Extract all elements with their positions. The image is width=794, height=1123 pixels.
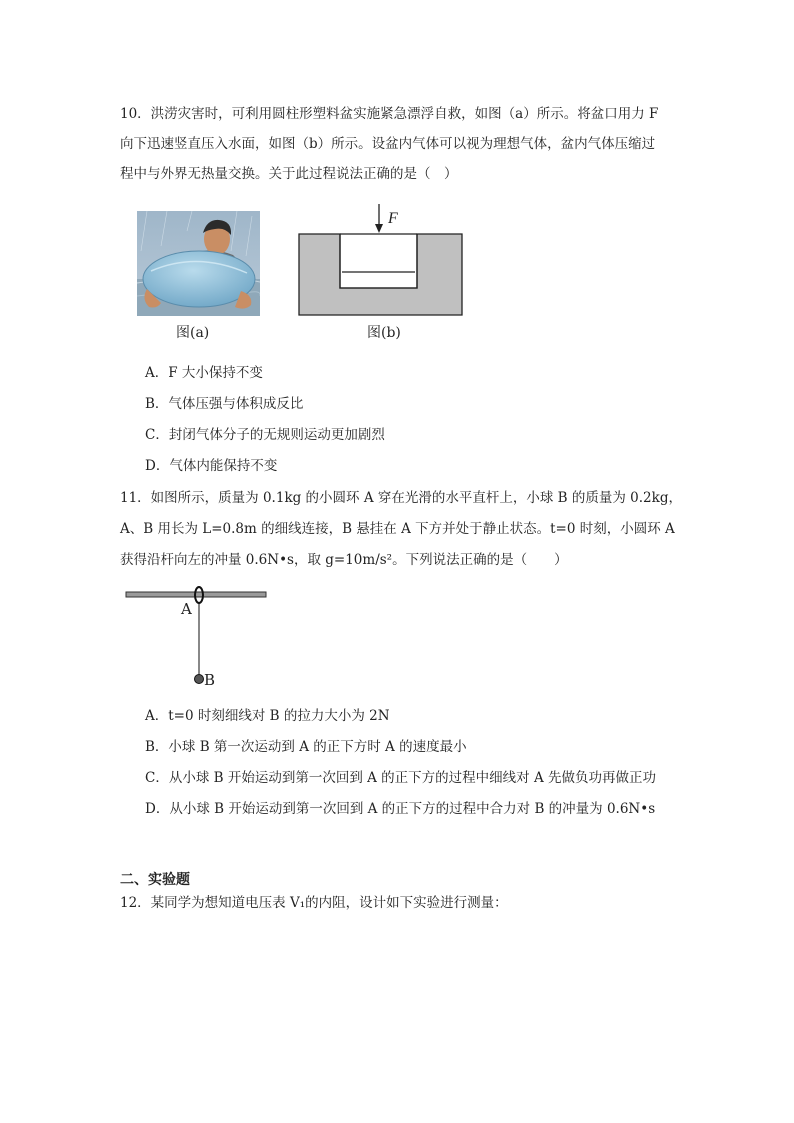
q11-line-1: 11．如图所示，质量为 0.1kg 的小圆环 A 穿在光滑的水平直杆上，小球 B 的质量为 0.2kg， [120, 490, 682, 506]
q12-line-1: 12．某同学为想知道电压表 V₁的内阻，设计如下实验进行测量： [120, 895, 508, 911]
section-title: 二、实验题 [120, 872, 190, 888]
q11-option-d: D．从小球 B 开始运动到第一次回到 A 的正下方的过程中合力对 B 的冲量为 0.6N•s [145, 801, 656, 817]
force-label-f: F [388, 210, 398, 227]
figure-a-illustration [137, 211, 260, 316]
q10-option-c: C．封闭气体分子的无规则运动更加剧烈 [145, 427, 385, 443]
q10-line-2: 向下迅速竖直压入水面，如图（b）所示。设盆内气体可以视为理想气体，盆内气体压缩过 [120, 136, 656, 152]
figure-b-caption: 图(b) [367, 325, 401, 341]
q11-option-a: A．t=0 时刻细线对 B 的拉力大小为 2N [145, 708, 390, 724]
rod-ring-ball-diagram [122, 586, 272, 690]
figure-a-caption: 图(a) [176, 325, 210, 341]
q10-option-a: A．F 大小保持不变 [145, 365, 263, 381]
q10-line-3: 程中与外界无热量交换。关于此过程说法正确的是（ ） [120, 166, 458, 182]
q11-option-c: C．从小球 B 开始运动到第一次回到 A 的正下方的过程中细线对 A 先做负功再做正功 [145, 770, 656, 786]
ring-label-a: A [181, 600, 192, 618]
ball-label-b: B [204, 671, 216, 689]
q11-option-b: B．小球 B 第一次运动到 A 的正下方时 A 的速度最小 [145, 739, 467, 755]
q10-option-d: D．气体内能保持不变 [145, 458, 278, 474]
figure-b-diagram [296, 200, 468, 318]
q11-line-2: A、B 用长为 L=0.8m 的细线连接，B 悬挂在 A 下方并处于静止状态。t=0 时刻，小圆环 A [120, 521, 675, 537]
q10-option-b: B．气体压强与体积成反比 [145, 396, 304, 412]
q11-line-3: 获得沿杆向左的冲量 0.6N•s，取 g=10m/s²。下列说法正确的是（ ） [120, 552, 568, 568]
q10-line-1: 10．洪涝灾害时，可利用圆柱形塑料盆实施紧急漂浮自救，如图（a）所示。将盆口用力 F [120, 106, 659, 122]
